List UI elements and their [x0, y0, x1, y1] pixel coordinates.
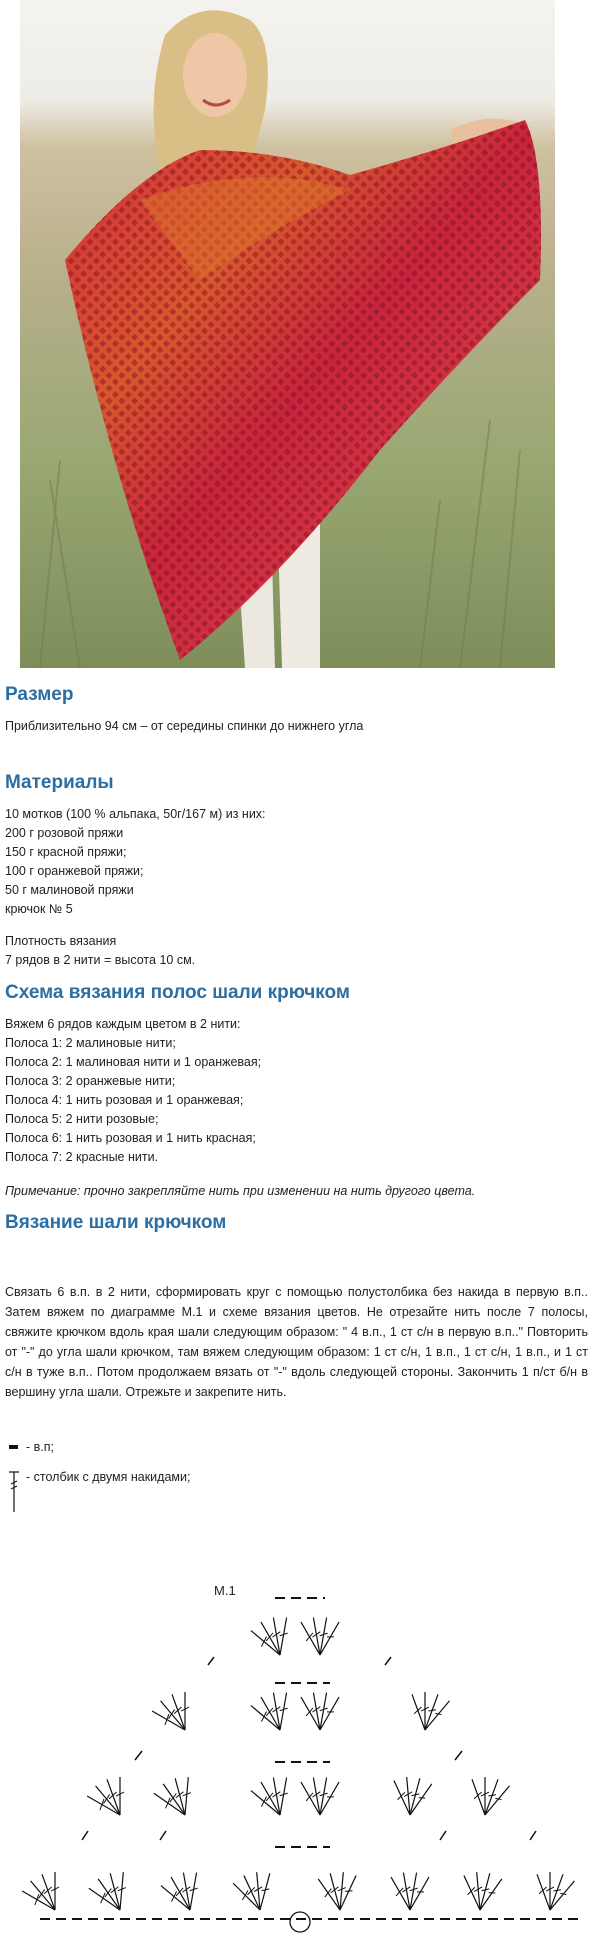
stripes-note: Примечание: прочно закрепляйте нить при изменении на нить другого цвета. — [5, 1184, 476, 1198]
materials-heading: Материалы — [5, 772, 114, 793]
stripe-line: Полоса 3: 2 оранжевые нити; — [5, 1074, 176, 1088]
materials-list — [5, 805, 266, 919]
stripe-line: Вяжем 6 рядов каждым цветом в 2 нити: — [5, 1017, 241, 1031]
stitch-fan — [87, 1777, 124, 1815]
stitch-fan — [251, 1778, 288, 1815]
legend-chain — [8, 1440, 54, 1457]
hero-photo — [20, 0, 555, 668]
stitch-fan — [394, 1777, 432, 1815]
size-text: Приблизительно 94 см – от середины спинки до нижнего угла — [5, 719, 364, 733]
stitch-fan — [152, 1692, 189, 1730]
stitch-fan — [161, 1873, 198, 1910]
gauge-block — [5, 932, 195, 970]
double-crochet-icon — [8, 1470, 20, 1517]
stripe-line: Полоса 1: 2 малиновые нити; — [5, 1036, 176, 1050]
diagram-m1 — [0, 1565, 600, 1945]
stitch-fan — [412, 1692, 449, 1730]
stitch-fan — [301, 1618, 339, 1655]
stitch-fan — [537, 1872, 574, 1910]
stitch-fan — [22, 1872, 59, 1910]
stitch-fan — [233, 1872, 270, 1910]
stripe-line: Полоса 7: 2 красные нити. — [5, 1150, 159, 1164]
stitch-fan — [301, 1778, 339, 1815]
stitch-fan — [301, 1693, 339, 1730]
stripe-line: Полоса 5: 2 нити розовые; — [5, 1112, 159, 1126]
gauge-line: Плотность вязания — [5, 934, 117, 948]
stripe-line: Полоса 6: 1 нить розовая и 1 нить красная; — [5, 1131, 256, 1145]
materials-line: 150 г красной пряжи; — [5, 845, 127, 859]
crochet-chart — [0, 1565, 600, 1945]
stitch-fan — [251, 1618, 288, 1655]
stitch-fan — [154, 1777, 191, 1815]
gauge-line: 7 рядов в 2 нити = высота 10 см. — [5, 953, 196, 967]
materials-line: 10 мотков (100 % альпака, 50г/167 м) из них: — [5, 807, 266, 821]
crochet-heading: Вязание шали крючком — [5, 1212, 227, 1233]
crochet-paragraph: Связать 6 в.п. в 2 нити, сформировать круг с помощью полустолбика без накида в первую в.п.. Затем вяжем по диаграмме М.1 и схеме вязания цветов. Не отрезайте нить после 7 полосы, свяжите крючком вдоль края шали следующим образом: " 4 в.п., 1 ст с/н в первую в.п.." Повторить от "-" до угла шали крючком, там вяжем следующим образом: 1 ст с/н, 1 в.п., 1 ст с/н, 1 в.п., и 1 ст с/н в туже в.п.. Потом продолжаем вязать от "-" вдоль следующей стороны. Закончить 1 п/ст б/н в вершину угла шали. Отрежьте и закрепите нить. — [5, 1285, 588, 1399]
stitch-fan — [89, 1872, 126, 1910]
legend-double-crochet — [8, 1470, 190, 1517]
materials-line: 100 г оранжевой пряжи; — [5, 864, 144, 878]
stripe-line: Полоса 2: 1 малиновая нити и 1 оранжевая; — [5, 1055, 262, 1069]
stripes-list — [5, 1015, 261, 1167]
legend-label: - в.п; — [26, 1440, 54, 1454]
stitch-fan — [472, 1777, 509, 1815]
stripe-line: Полоса 4: 1 нить розовая и 1 оранжевая; — [5, 1093, 244, 1107]
stitch-fan — [391, 1873, 429, 1910]
materials-line: крючок № 5 — [5, 902, 73, 916]
legend-label: - столбик с двумя накидами; — [26, 1470, 191, 1484]
stitch-fan — [464, 1872, 502, 1910]
stripes-heading: Схема вязания полос шали крючком — [5, 982, 350, 1003]
materials-line: 50 г малиновой пряжи — [5, 883, 134, 897]
stitch-fan — [251, 1693, 288, 1730]
diagram-label: М.1 — [214, 1583, 236, 1598]
materials-line: 200 г розовой пряжи — [5, 826, 124, 840]
stitch-fan — [318, 1872, 356, 1910]
size-heading: Размер — [5, 684, 74, 705]
chain-stitch-icon — [8, 1440, 20, 1457]
